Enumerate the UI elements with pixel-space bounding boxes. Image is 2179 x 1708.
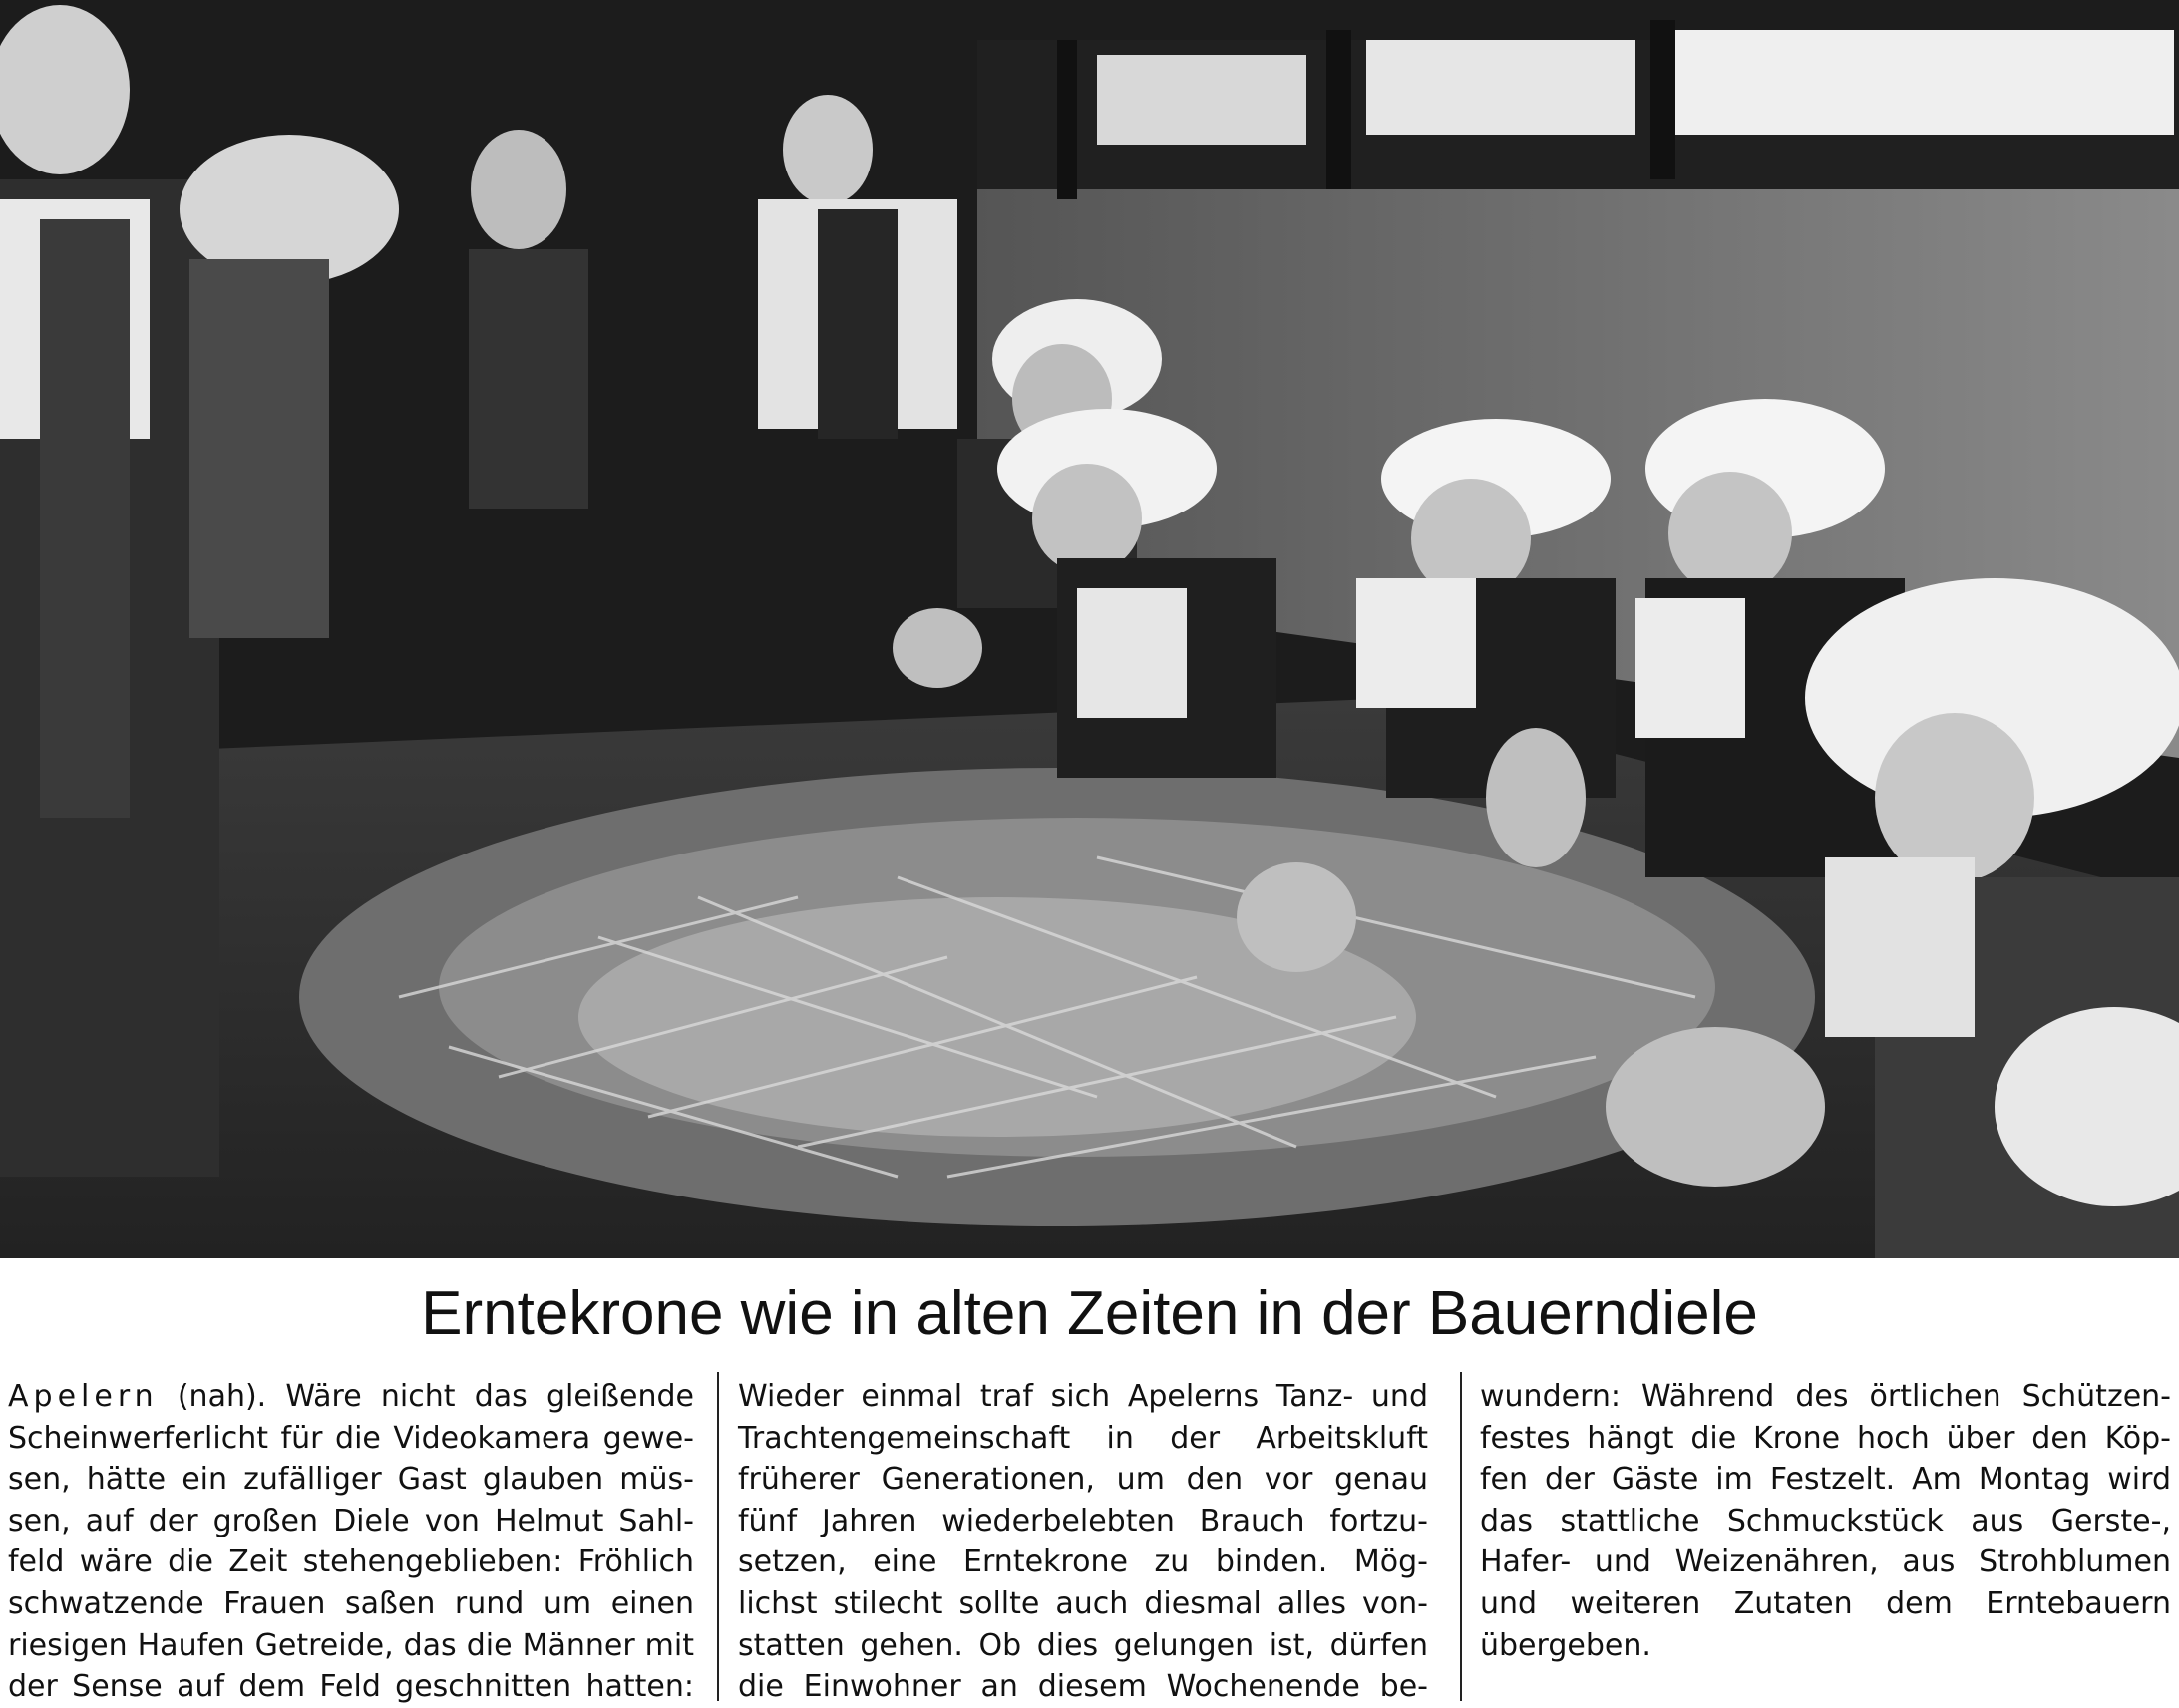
article-line: sen, auf der großen Diele von Helmut Sahl-	[8, 1503, 694, 1538]
article-line: der Sense auf dem Feld geschnitten hatten:	[8, 1669, 694, 1705]
article-column-2	[738, 1376, 1428, 1708]
article-line: riesigen Haufen Getreide, das die Männer mit	[8, 1627, 694, 1663]
article-line: Wieder einmal traf sich Apelerns Tanz- und	[738, 1379, 1428, 1414]
column-rule-1	[717, 1372, 719, 1701]
article-line: festes hängt die Krone hoch über den Köp-	[1480, 1420, 2171, 1456]
article-line: fünf Jahren wiederbelebten Brauch fortzu-	[738, 1503, 1428, 1538]
dateline: Apelern	[8, 1379, 159, 1414]
article-column-3	[1480, 1376, 2171, 1666]
article-line: Hafer- und Weizenähren, aus Strohblumen	[1480, 1544, 2171, 1580]
article-line: wundern: Während des örtlichen Schützen-	[1480, 1379, 2171, 1414]
article-line: früherer Generationen, um den vor genau	[738, 1462, 1428, 1498]
headline: Erntekrone wie in alten Zeiten in der Bauerndiele	[421, 1279, 1758, 1348]
article-line: setzen, eine Erntekrone zu binden. Mög-	[738, 1544, 1428, 1580]
article-line: übergeben.	[1480, 1627, 1651, 1663]
article-line: statten gehen. Ob dies gelungen ist, dürfen	[738, 1627, 1428, 1663]
article-line: sen, hätte ein zufälliger Gast glauben müs-	[8, 1462, 694, 1498]
article-line: schwatzende Frauen saßen rund um einen	[8, 1585, 694, 1621]
article-line: und weiteren Zutaten dem Erntebauern	[1480, 1585, 2171, 1621]
article-line: das stattliche Schmuckstück aus Gerste-,	[1480, 1503, 2171, 1538]
article-line: Trachtengemeinschaft in der Arbeitskluft	[738, 1420, 1428, 1456]
article-column-1	[8, 1376, 694, 1708]
article-line: Scheinwerferlicht für die Videokamera gewe-	[8, 1420, 694, 1456]
article-line: lichst stilecht sollte auch diesmal alles von-	[738, 1585, 1428, 1621]
article-line-text: (nah). Wäre nicht das gleißende	[158, 1379, 694, 1414]
article-line	[8, 1376, 694, 1418]
article-line: feld wäre die Zeit stehengeblieben: Fröhlich	[8, 1544, 694, 1580]
column-rule-2	[1460, 1372, 1462, 1701]
article-line: fen der Gäste im Festzelt. Am Montag wird	[1480, 1462, 2171, 1498]
article-line: die Einwohner an diesem Wochenende be-	[738, 1669, 1428, 1705]
